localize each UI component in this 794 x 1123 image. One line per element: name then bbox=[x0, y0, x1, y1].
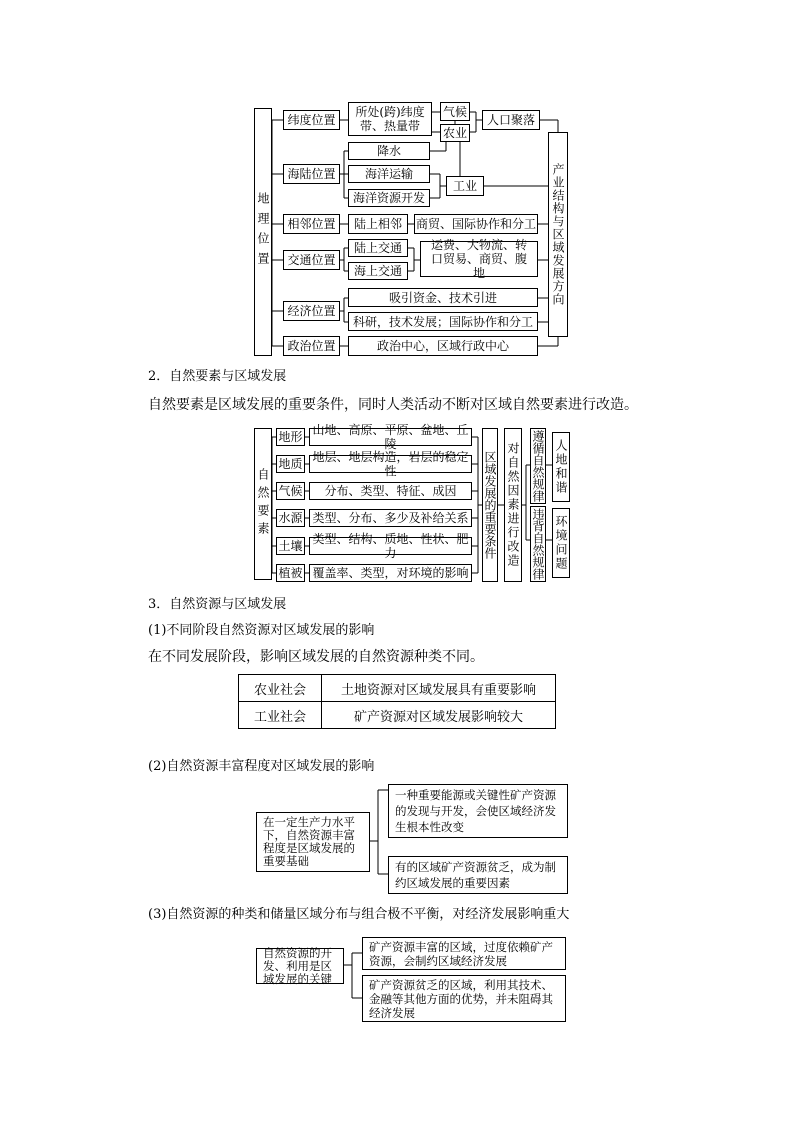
geo-root-box bbox=[254, 108, 272, 356]
nature-transform-label: 对自然因素进行改造 bbox=[506, 442, 520, 568]
nature-item-name-1: 地质 bbox=[276, 455, 305, 473]
section-2-heading: 2．自然要素与区域发展 bbox=[148, 369, 287, 384]
geo-politics-box: 政治中心，区域行政中心 bbox=[348, 336, 538, 356]
nature-item-name-3: 水源 bbox=[276, 509, 305, 527]
geo-factor-adjacent: 相邻位置 bbox=[283, 214, 340, 234]
section-2-intro: 自然要素是区域发展的重要条件，同时人类活动不断对区域自然要素进行改造。 bbox=[148, 397, 638, 413]
nature-harmony-label: 人地和谐 bbox=[554, 439, 568, 495]
geo-rain-box: 降水 bbox=[348, 142, 430, 160]
section-3-sub1: (1)不同阶段自然资源对区域发展的影响 bbox=[148, 623, 375, 638]
table-cell: 土地资源对区域发展具有重要影响 bbox=[322, 675, 556, 702]
geo-industry-box: 工业 bbox=[446, 176, 484, 196]
nature-root-box bbox=[254, 428, 272, 580]
nature-follow-label: 遵循自然规律 bbox=[531, 430, 545, 502]
sub2-right-box-1: 一种重要能源或关键性矿产资源的发现与开发，会使区域经济发生根本性改变 bbox=[388, 784, 568, 838]
nature-item-desc-4: 类型、结构、质地、性状、肥力 bbox=[309, 537, 472, 555]
geo-land-transport-box: 陆上交通 bbox=[348, 239, 408, 257]
nature-problem-label: 环境问题 bbox=[554, 515, 568, 571]
nature-transform-box bbox=[504, 428, 522, 582]
geo-factor-politics: 政治位置 bbox=[283, 336, 340, 356]
geo-agri-box: 农业 bbox=[440, 124, 470, 142]
nature-item-desc-2: 分布、类型、特征、成因 bbox=[309, 482, 472, 500]
sub2-left-box: 在一定生产力水平下，自然资源丰富程度是区域发展的重要基础 bbox=[256, 812, 370, 872]
nature-harmony-box bbox=[552, 432, 570, 502]
geo-belt-box: 所处(跨)纬度带、热量带 bbox=[348, 102, 432, 136]
geo-ocean-resource-box: 海洋资源开发 bbox=[348, 189, 430, 207]
nature-item-name-2: 气候 bbox=[276, 482, 305, 500]
nature-follow-box bbox=[530, 428, 546, 504]
geo-population-box: 人口聚落 bbox=[482, 110, 540, 130]
table-cell: 工业社会 bbox=[239, 702, 322, 729]
section-3-sub3: (3)自然资源的种类和储量区域分布与组合极不平衡，对经济发展影响重大 bbox=[148, 907, 570, 922]
sub3-right-box-1: 矿产资源丰富的区域，过度依赖矿产资源，会制约区域经济发展 bbox=[362, 937, 566, 970]
geo-factor-transport: 交通位置 bbox=[283, 250, 340, 270]
geo-sea-transport-box: 海上交通 bbox=[348, 262, 408, 280]
geo-logistics-box: 运费、大物流、转口贸易、商贸、腹地 bbox=[420, 241, 538, 277]
nature-condition-label: 区域发展的重要条件 bbox=[483, 451, 497, 559]
geo-factor-latitude: 纬度位置 bbox=[283, 110, 340, 130]
resource-stage-table bbox=[238, 674, 556, 729]
section-3-sub1-intro: 在不同发展阶段，影响区域发展的自然资源种类不同。 bbox=[148, 649, 484, 665]
geo-factor-economy: 经济位置 bbox=[283, 301, 340, 321]
table-row bbox=[239, 675, 556, 702]
geo-result-box bbox=[548, 132, 568, 337]
nature-item-name-4: 土壤 bbox=[276, 537, 305, 555]
nature-item-name-5: 植被 bbox=[276, 564, 305, 582]
nature-item-desc-0: 山地、高原、平原、盆地、丘陵 bbox=[309, 428, 472, 446]
table-row bbox=[239, 702, 556, 729]
geo-climate-box: 气候 bbox=[440, 102, 470, 121]
nature-problem-box bbox=[552, 508, 570, 578]
nature-item-desc-5: 覆盖率、类型，对环境的影响 bbox=[309, 564, 472, 582]
nature-item-desc-3: 类型、分布、多少及补给关系 bbox=[309, 509, 472, 527]
nature-item-desc-1: 地层、地层构造，岩层的稳定性 bbox=[309, 455, 472, 473]
nature-root-label: 自然要素 bbox=[256, 468, 270, 540]
table-cell: 农业社会 bbox=[239, 675, 322, 702]
sub3-right-box-2: 矿产资源贫乏的区域，利用其技术、金融等其他方面的优势，并未阻碍其经济发展 bbox=[362, 975, 566, 1022]
geo-factor-sea-land: 海陆位置 bbox=[283, 164, 340, 184]
section-3-heading: 3．自然资源与区域发展 bbox=[148, 597, 287, 612]
nature-against-box bbox=[530, 506, 546, 582]
geo-land-adjacent-box: 陆上相邻 bbox=[348, 214, 408, 234]
geo-trade-box: 商贸、国际协作和分工 bbox=[414, 214, 538, 234]
geo-root-label: 地理位置 bbox=[256, 192, 270, 272]
geo-ocean-transport-box: 海洋运输 bbox=[348, 165, 430, 183]
sub3-left-box: 自然资源的开发、利用是区域发展的关键 bbox=[256, 948, 344, 984]
table-cell: 矿产资源对区域发展影响较大 bbox=[322, 702, 556, 729]
geo-research-box: 科研，技术发展；国际协作和分工 bbox=[348, 312, 538, 331]
nature-condition-box bbox=[482, 428, 498, 582]
section-3-sub2: (2)自然资源丰富程度对区域发展的影响 bbox=[148, 759, 375, 774]
nature-against-label: 违背自然规律 bbox=[531, 508, 545, 580]
sub2-right-box-2: 有的区域矿产资源贫乏，成为制约区域发展的重要因素 bbox=[388, 856, 568, 894]
nature-item-name-0: 地形 bbox=[276, 428, 305, 446]
geo-result-label: 产业结构与区域发展方向 bbox=[551, 163, 565, 306]
geo-invest-box: 吸引资金、技术引进 bbox=[348, 288, 538, 307]
